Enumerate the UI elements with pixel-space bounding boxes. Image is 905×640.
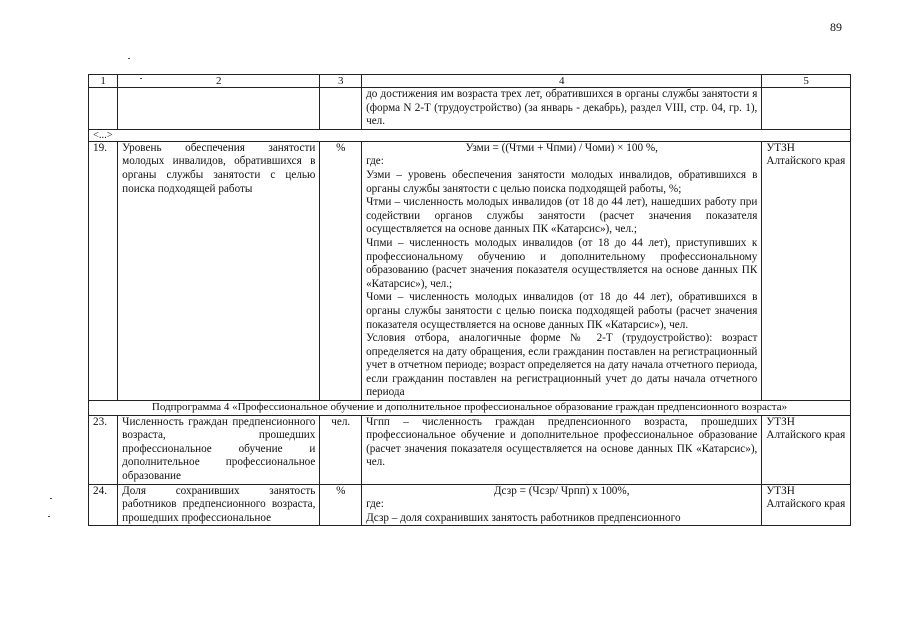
table-row-19 — [89, 141, 851, 400]
row-23-name: Численность граждан предпенсионного возраста, прошедших профессиональное обучение и дополнительное профессиональное образование — [118, 415, 320, 484]
table-row-24 — [89, 484, 851, 526]
scan-speck — [128, 58, 130, 59]
header-cell-2: 2 — [118, 75, 320, 88]
table-row-23 — [89, 415, 851, 484]
header-cell-5: 5 — [762, 75, 851, 88]
row-23-source: УТЗН Алтайского края — [762, 415, 851, 484]
row-24-method — [362, 484, 762, 526]
row-19-method — [362, 141, 762, 400]
indicator-table — [88, 74, 851, 526]
subprogram-row — [89, 401, 851, 416]
scan-speck — [140, 78, 142, 79]
row-23-method: Чгпп – численность граждан предпенсионного возраста, прошедших профессиональное обучение и дополнительное профессиональное образование (расчет значения показателя осуществляется на основе данных ПК «Катарсис»), чел. — [362, 415, 762, 484]
row-24-name: Доля сохранивших занятость работников предпенсионного возраста, прошедших профессиональное — [118, 484, 320, 526]
header-cell-4: 4 — [362, 75, 762, 88]
row-24-unit: % — [320, 484, 362, 526]
row-19-def-chtmi: Чтми – численность молодых инвалидов (от 18 до 44 лет), нашедших работу при содействии органов службы занятости (расчет значения показателя осуществляется на основе данных ПК «Катарсис»), чел.; — [366, 196, 758, 236]
row-23-number: 23. — [89, 415, 118, 484]
row-19-source: УТЗН Алтайского края — [762, 141, 851, 400]
row-24-source: УТЗН Алтайского края — [762, 484, 851, 526]
omission-row — [89, 129, 851, 141]
scan-speck — [50, 498, 52, 499]
header-cell-1: 1 — [89, 75, 118, 88]
page-number: 89 — [830, 20, 842, 34]
row-19-where: где: — [366, 155, 384, 168]
row-19-def-chomi: Чоми – численность молодых инвалидов (от 18 до 44 лет), обратившихся в органы службы занятости с целью поиска подходящей работы (расчет значения показателя осуществляется на основе данных ПК «Катарсис»), чел. — [366, 291, 758, 331]
scan-speck — [48, 516, 50, 517]
row-19-unit: % — [320, 141, 362, 400]
header-cell-3: 3 — [320, 75, 362, 88]
row-19-name: Уровень обеспечения занятости молодых инвалидов, обратившихся в органы службы занятости с целью поиска подходящей работы — [118, 141, 320, 400]
row-24-def-dszr: Дсзр – доля сохранивших занятость работников предпенсионного — [366, 511, 681, 524]
row-24-formula: Дсзр = (Чсзр/ Чрпп) х 100%, — [493, 484, 630, 497]
row-19-number: 19. — [89, 141, 118, 400]
subprogram-title: Подпрограмма 4 «Профессиональное обучение и дополнительное профессиональное образование граждан предпенсионного возраста» — [89, 401, 851, 416]
row-19-def-chpmi: Чпми – численность молодых инвалидов (от 18 до 44 лет), приступивших к профессиональному обучению и дополнительному профессиональному образованию (расчет значения показателя осуществляется на основе данных ПК «Катарсис»), чел.; — [366, 236, 758, 290]
row-24-number: 24. — [89, 484, 118, 526]
table-row-continued — [89, 88, 851, 130]
row-19-selection-conditions: Условия отбора, аналогичные форме № 2-Т (трудоустройство): возраст определяется на дату обращения, если гражданин поставлен на регистрационный учет в отчетном периоде; возраст определяется на дату начала отчетного периода, если гражданин поставлен на регистрационный учет до даты начала отчетного периода — [366, 332, 758, 399]
row-23-unit: чел. — [320, 415, 362, 484]
continued-description: до достижения им возраста трех лет, обратившихся в органы службы занятости я (форма N 2-Т (трудоустройство) (за январь - декабрь), раздел VIII, стр. 04, гр. 1), чел. — [362, 88, 762, 130]
row-19-formula: Узми = ((Чтми + Чпми) / Чоми) × 100 %, — [465, 141, 658, 154]
row-24-where: где: — [366, 498, 384, 511]
table-header-row — [89, 75, 851, 88]
omission-marker: <...> — [89, 129, 851, 141]
row-19-def-uzmi: Узми – уровень обеспечения занятости молодых инвалидов, обратившихся в органы службы занятости с целью поиска подходящей работы, %; — [366, 168, 758, 195]
